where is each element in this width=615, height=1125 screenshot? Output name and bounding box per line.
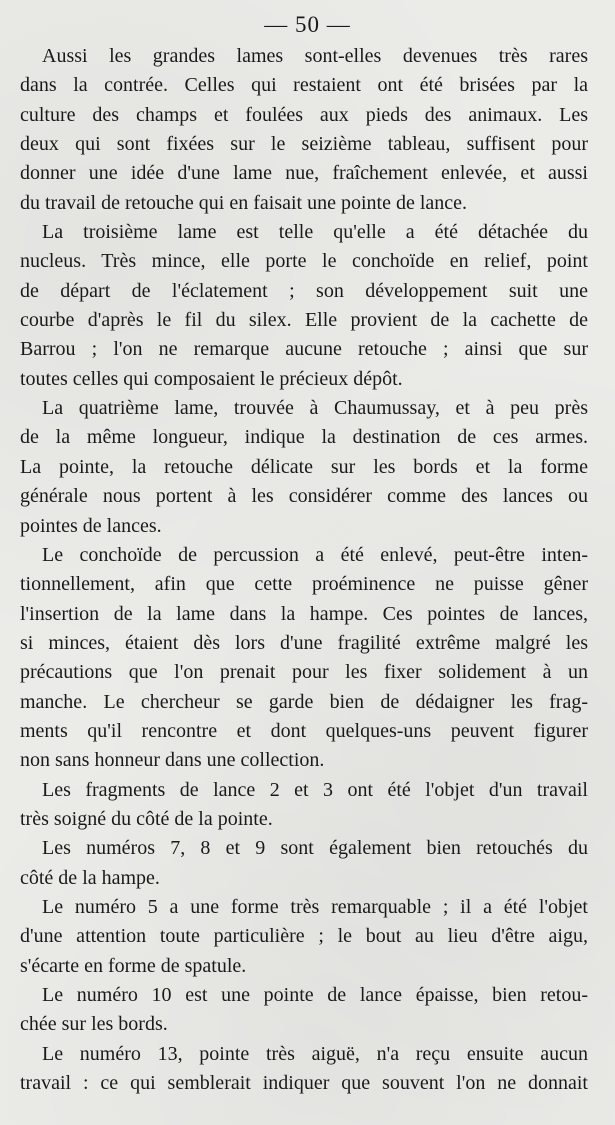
text-line: pointes de lances.	[20, 514, 162, 537]
text-line: du travail de retouche qui en faisait une pointe de lance.	[20, 191, 468, 214]
paragraph	[20, 541, 588, 776]
text-line: non sans honneur dans une collection.	[20, 749, 325, 772]
text-line: toutes celles qui composaient le précieux dépôt.	[20, 367, 403, 390]
paragraph	[20, 394, 588, 541]
paragraph	[20, 893, 588, 981]
text-line: La pointe, la retouche délicate sur les bords et la forme	[20, 455, 588, 478]
text-line: La troisième lame est telle qu'elle a été détachée du	[42, 221, 588, 244]
paragraph	[20, 42, 588, 218]
text-line: très soigné du côté de la pointe.	[20, 807, 273, 830]
text-line: dans la contrée. Celles qui restaient ont été brisées par la	[20, 74, 588, 97]
paragraph	[20, 1040, 588, 1099]
text-line: Les fragments de lance 2 et 3 ont été l'objet d'un travail	[42, 778, 588, 801]
text-line: Le conchoïde de percussion a été enlevé, peut-être inten-	[42, 543, 588, 566]
text-line: donner une idée d'une lame nue, fraîchement enlevée, et aussi	[20, 162, 588, 185]
paragraph	[20, 981, 588, 1040]
text-line: tionnellement, afin que cette proéminence ne puisse gêner	[20, 573, 588, 596]
text-line: l'insertion de la lame dans la hampe. Ces pointes de lances,	[20, 602, 588, 625]
page-number: — 50 —	[264, 12, 351, 37]
text-line: Le numéro 13, pointe très aiguë, n'a reçu ensuite aucun	[42, 1042, 588, 1065]
text-line: s'écarte en forme de spatule.	[20, 954, 247, 977]
text-line: courbe d'après le fil du silex. Elle provient de la cachette de	[20, 309, 588, 332]
text-line: si minces, étaient dès lors d'une fragilité extrême malgré les	[20, 631, 588, 654]
text-line: travail : ce qui semblerait indiquer que souvent l'on ne donnait	[20, 1072, 588, 1095]
text-line: générale nous portent à les considérer comme des lances ou	[20, 485, 588, 508]
text-line: manche. Le chercheur se garde bien de dédaigner les frag-	[20, 690, 588, 713]
text-line: Aussi les grandes lames sont-elles devenues très rares	[42, 45, 588, 67]
text-line: La quatrième lame, trouvée à Chaumussay, et à peu près	[42, 397, 588, 420]
text-line: culture des champs et foulées aux pieds des animaux. Les	[20, 103, 588, 126]
paragraph	[20, 834, 588, 893]
text-line: Barrou ; l'on ne remarque aucune retouche ; ainsi que sur	[20, 338, 588, 361]
paragraph	[20, 776, 588, 835]
text-line: côté de la hampe.	[20, 866, 160, 889]
body-text	[20, 42, 588, 1098]
text-line: précautions que l'on prenait pour les fixer solidement à un	[20, 661, 588, 684]
text-line: nucleus. Très mince, elle porte le conchoïde en relief, point	[20, 250, 588, 273]
text-line: Le numéro 5 a une forme très remarquable ; il a été l'objet	[42, 895, 588, 918]
text-line: de la même longueur, indique la destination de ces armes.	[20, 426, 588, 449]
text-line: d'une attention toute particulière ; le bout au lieu d'être aigu,	[20, 925, 588, 948]
text-line: deux qui sont fixées sur le seizième tableau, suffisent pour	[20, 133, 588, 156]
text-line: de départ de l'éclatement ; son développement suit une	[20, 279, 588, 302]
text-line: Le numéro 10 est une pointe de lance épaisse, bien retou-	[42, 984, 588, 1006]
text-line: Les numéros 7, 8 et 9 sont également bien retouchés du	[42, 837, 588, 860]
text-line: ments qu'il rencontre et dont quelques-uns peuvent figurer	[20, 719, 588, 742]
text-line: chée sur les bords.	[20, 1013, 168, 1036]
paragraph	[20, 218, 588, 394]
